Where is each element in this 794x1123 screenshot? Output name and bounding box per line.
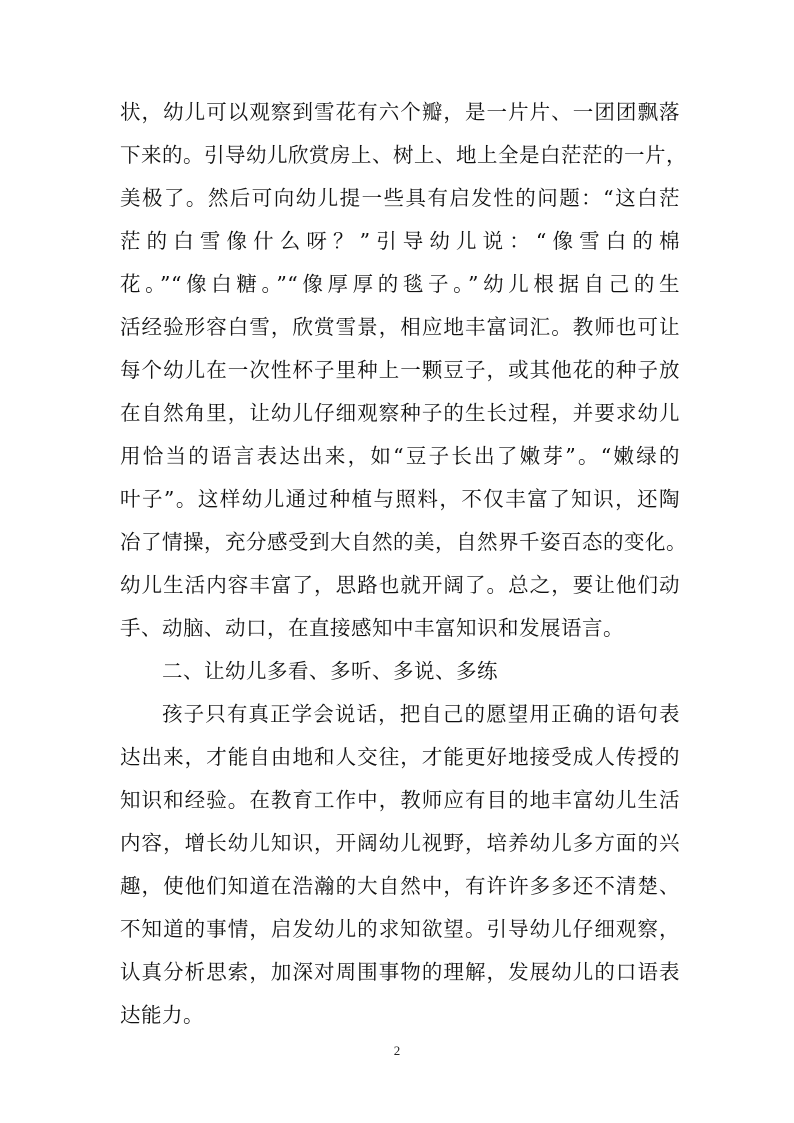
text-line: 每个幼儿在一次性杯子里种上一颗豆子，或其他花的种子放	[120, 358, 680, 382]
text-line: 叶子”。这样幼儿通过种植与照料，不仅丰富了知识，还陶	[120, 487, 680, 511]
text-line: 幼儿生活内容丰富了，思路也就开阔了。总之，要让他们动	[120, 573, 680, 597]
text-line: 达出来，才能自由地和人交往，才能更好地接受成人传授的	[120, 745, 680, 769]
text-line: 在自然角里，让幼儿仔细观察种子的生长过程，并要求幼儿	[120, 401, 680, 425]
text-line: 状，幼儿可以观察到雪花有六个瓣，是一片片、一团团飘落	[120, 100, 680, 124]
text-line: 孩子只有真正学会说话，把自己的愿望用正确的语句表	[162, 702, 680, 726]
text-line: 活经验形容白雪，欣赏雪景，相应地丰富词汇。教师也可让	[120, 315, 680, 339]
text-line: 知识和经验。在教育工作中，教师应有目的地丰富幼儿生活	[120, 788, 680, 812]
text-line: 不知道的事情，启发幼儿的求知欲望。引导幼儿仔细观察，	[120, 917, 680, 941]
text-line: 花。”“像白糖。”“像厚厚的毯子。”幼儿根据自己的生	[120, 272, 680, 296]
text-line: 手、动脑、动口，在直接感知中丰富知识和发展语言。	[120, 616, 624, 640]
text-line: 认真分析思索，加深对周围事物的理解，发展幼儿的口语表	[120, 960, 680, 984]
text-line: 趣，使他们知道在浩瀚的大自然中，有许许多多还不清楚、	[120, 874, 680, 898]
section-heading: 二、让幼儿多看、多听、多说、多练	[162, 659, 498, 683]
text-line: 下来的。引导幼儿欣赏房上、树上、地上全是白茫茫的一片，	[120, 143, 687, 167]
page-number: 2	[393, 1043, 401, 1058]
text-line: 美极了。然后可向幼儿提一些具有启发性的问题：“这白茫	[120, 186, 680, 210]
text-line: 茫的白雪像什么呀？”引导幼儿说：“像雪白的棉	[120, 229, 680, 253]
text-line: 冶了情操，充分感受到大自然的美，自然界千姿百态的变化。	[120, 530, 687, 554]
text-line: 用恰当的语言表达出来，如“豆子长出了嫩芽”。“嫩绿的	[120, 444, 680, 468]
text-line: 达能力。	[120, 1003, 204, 1027]
text-line: 内容，增长幼儿知识，开阔幼儿视野，培养幼儿多方面的兴	[120, 831, 680, 855]
